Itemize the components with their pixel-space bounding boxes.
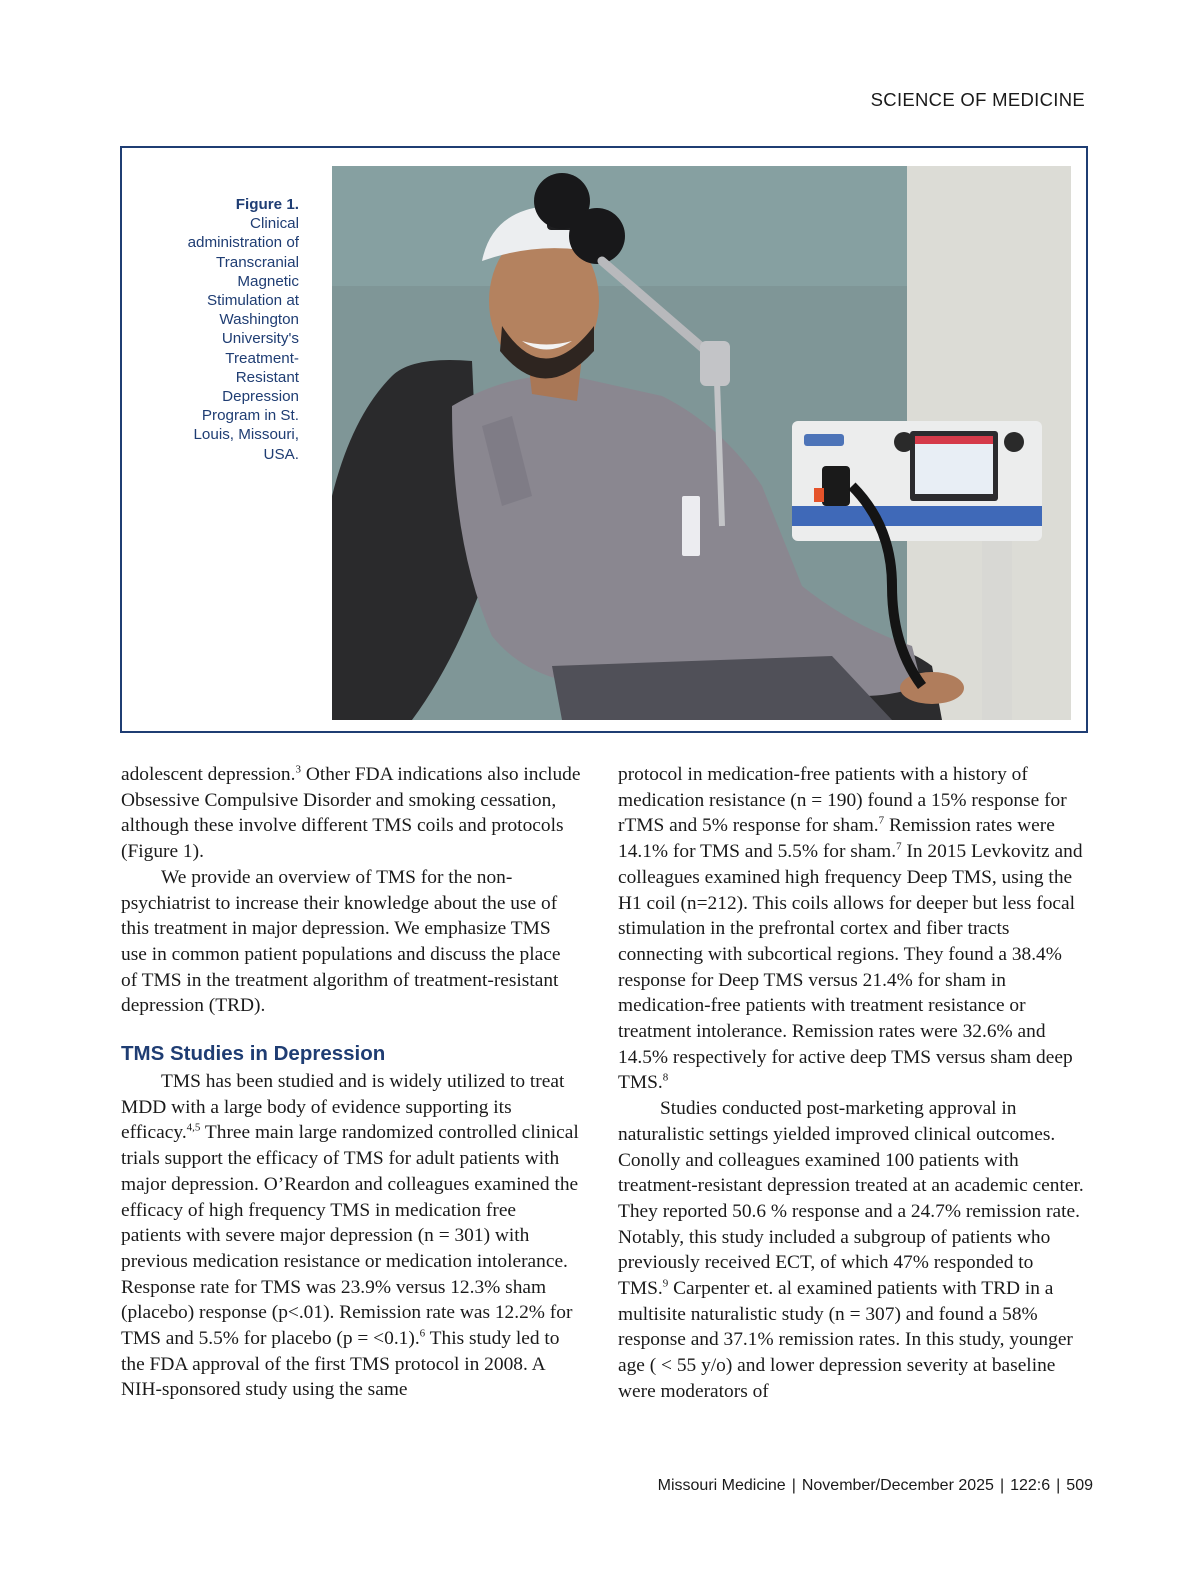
left-paragraph-3 — [121, 1069, 581, 1403]
figure-label: Figure 1. — [235, 196, 299, 213]
journal-name: Missouri Medicine — [657, 1477, 786, 1494]
text-run: Remission rates were 14.1% for TMS and 5.5% for sham. — [618, 815, 1055, 863]
issue-date: November/December 2025 — [801, 1477, 994, 1494]
left-column — [121, 762, 581, 1403]
text-run: Other FDA indications also include Obsessive Compulsive Disorder and smoking cessation, although these involve different TMS coils and protocols (Figure 1). — [121, 764, 581, 863]
figure-1 — [120, 146, 1088, 733]
text-run: TMS has been studied and is widely utilized to treat MDD with a large body of evidence supporting its efficacy. — [121, 1071, 565, 1144]
section-heading: TMS Studies in Depression — [121, 1042, 386, 1066]
text-run: In 2015 Levkovitz and colleagues examined high frequency Deep TMS, using the H1 coil (n=212). This coils allows for deeper but less focal stimulation in the prefrontal cortex and fiber tracts connecting with subcortical regions. They found a 38.4% response for Deep TMS versus 21.4% for sham in medication-free patients with treatment resistance or treatment intolerance. Remission rates were 32.6% and 14.5% respectively for active deep TMS versus sham deep TMS. — [618, 841, 1083, 1094]
page-number: 509 — [1066, 1477, 1093, 1494]
volume: 122:6 — [1010, 1477, 1051, 1494]
text-run: protocol in medication-free patients with a history of medication resistance (n = 190) found a 15% response for rTMS and 5% response for sham. — [618, 764, 1067, 837]
separator: | — [999, 1477, 1005, 1494]
citation: 6 — [419, 1327, 426, 1340]
citation: 3 — [295, 763, 301, 776]
page-footer — [658, 1477, 1093, 1495]
separator: | — [1056, 1477, 1061, 1494]
left-paragraph-1 — [121, 762, 581, 865]
section-label: SCIENCE OF MEDICINE — [870, 89, 1085, 110]
right-paragraph-1 — [618, 762, 1088, 1096]
right-column — [618, 762, 1088, 1405]
figure-photo — [332, 166, 1071, 720]
text-run: Three main large randomized controlled clinical trials support the efficacy of TMS for adult patients with major depression. O’Reardon and colleagues examined the efficacy of high frequency TMS in medication free patients with severe major depression (n = 301) with previous medication resistance or medication intolerance. Response rate for TMS was 23.9% versus 12.3% sham (placebo) response (p<.01). Remission rate was 12.2% for TMS and 5.5% for placebo (p = <0.1). — [121, 1122, 579, 1350]
text-run: This study led to the FDA approval of the first TMS protocol in 2008. A NIH-sponsored study using the same — [121, 1328, 560, 1401]
text-run: Carpenter et. al examined patients with TRD in a multisite naturalistic study (n = 307) and found a 58% response and 37.1% remission rates. In this study, younger age ( < 55 y/o) and lower depression severity at baseline were moderators of — [618, 1278, 1073, 1402]
citation: 7 — [878, 814, 885, 827]
citation: 9 — [662, 1277, 669, 1290]
citation: 4,5 — [186, 1121, 201, 1134]
left-paragraph-2: We provide an overview of TMS for the non-psychiatrist to increase their knowledge about the use of this treatment in major depression. We emphasize TMS use in common patient populations and discuss the place of TMS in the treatment algorithm of treatment-resistant depression (TRD). — [121, 866, 561, 1017]
citation: 7 — [896, 840, 902, 853]
separator: | — [791, 1477, 796, 1494]
citation: 8 — [662, 1071, 669, 1084]
right-paragraph-2 — [618, 1096, 1088, 1404]
text-run: Studies conducted post-marketing approval in naturalistic settings yielded improved clinical outcomes. Conolly and colleagues examined 100 patients with treatment-resistant depression treated at an academic center. They reported 50.6 % response and a 24.7% remission rate. Notably, this study included a subgroup of patients who previously received ECT, of which 47% responded to TMS. — [618, 1098, 1084, 1300]
figure-caption-text: Clinical administration of Transcranial Magnetic Stimulation at Washington University's Treatment-Resistant Depression Program in St. Louis, Missouri, USA. — [187, 215, 299, 463]
figure-caption — [162, 195, 299, 464]
text-run: adolescent depression. — [121, 764, 296, 785]
